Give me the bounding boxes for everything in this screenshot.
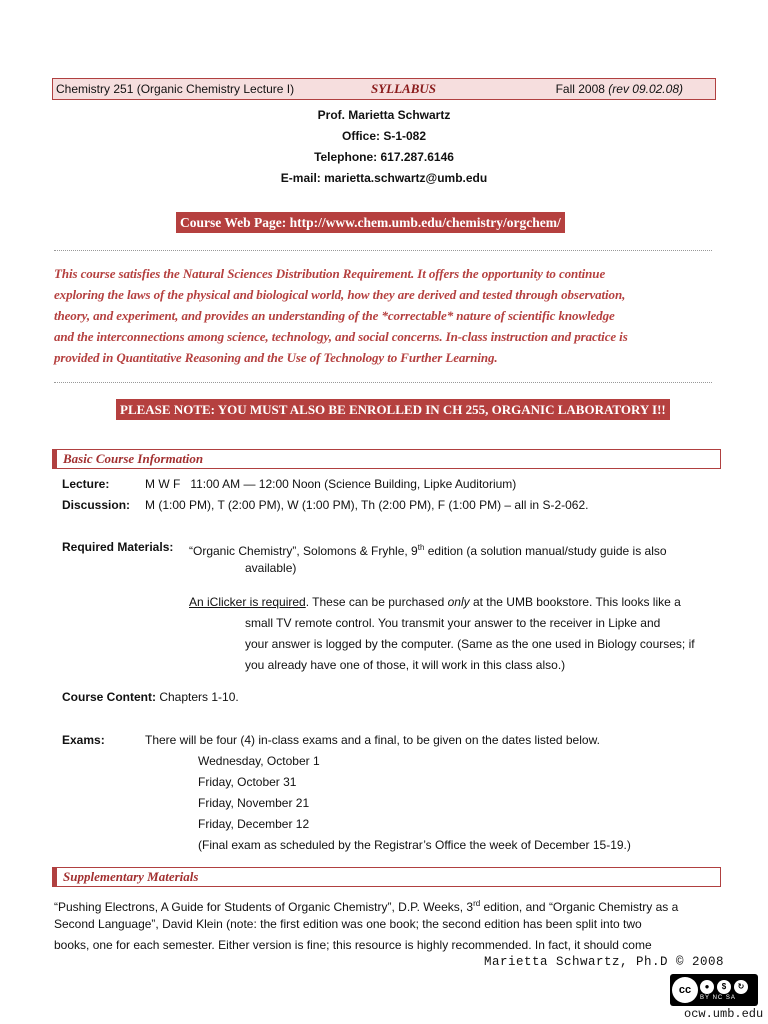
section-heading-supplementary: Supplementary Materials: [52, 867, 721, 887]
cc-icon-row: [700, 980, 748, 994]
exams-value: There will be four (4) in-class exams and a final, to be given on the dates listed below.: [145, 733, 600, 747]
telephone: Telephone: 617.287.6146: [314, 150, 454, 164]
enrollment-note: PLEASE NOTE: YOU MUST ALSO BE ENROLLED IN CH 255, ORGANIC LABORATORY I!!: [116, 399, 670, 420]
dotted-divider: [54, 382, 712, 383]
description-line: This course satisfies the Natural Sciences Distribution Requirement. It offers the opportunity to continue: [54, 266, 606, 281]
email: E-mail: marietta.schwartz@umb.edu: [280, 171, 488, 185]
term-label: [556, 79, 683, 99]
exam-date: Wednesday, October 1: [198, 754, 320, 768]
section-heading-basic-info: Basic Course Information: [52, 449, 721, 469]
discussion-label: Discussion:: [62, 498, 131, 512]
iclicker-text-2: at the UMB bookstore. This looks like a: [469, 595, 681, 609]
edition-superscript: rd: [473, 899, 481, 908]
materials-text: “Organic Chemistry”, Solomons & Fryhle, 9: [189, 544, 418, 558]
revision: (rev 09.02.08): [608, 82, 683, 96]
iclicker-required: An iClicker is required: [189, 595, 306, 609]
materials-value-cont: available): [245, 561, 297, 575]
description-line: exploring the laws of the physical and biological world, how they are derived and tested through observation,: [54, 287, 626, 302]
final-exam-note: (Final exam as scheduled by the Registrar’s Office the week of December 15-19.): [198, 838, 631, 852]
iclicker-line-4: you already have one of those, it will work in this class also.): [245, 658, 566, 672]
course-web-page-link[interactable]: Course Web Page: http://www.chem.umb.edu/chemistry/orgchem/: [176, 212, 565, 233]
course-content: [62, 687, 239, 708]
cc-license-labels: BY NC SA: [700, 994, 736, 1001]
by-icon: ●: [700, 980, 714, 994]
description-line: theory, and experiment, and provides an understanding of the *correctable* nature of scientific knowledge: [54, 308, 615, 323]
sa-icon: ↻: [734, 980, 748, 994]
lecture-value: M W F 11:00 AM — 12:00 Noon (Science Building, Lipke Auditorium): [145, 477, 517, 491]
description-line: provided in Quantitative Reasoning and the Use of Technology to Further Learning.: [54, 350, 498, 365]
cc-icon: cc: [672, 977, 698, 1003]
iclicker-note: [189, 592, 681, 613]
iclicker-text: . These can be purchased: [305, 595, 448, 609]
iclicker-line-2: small TV remote control. You transmit your answer to the receiver in Lipke and: [245, 616, 661, 630]
discussion-value: M (1:00 PM), T (2:00 PM), W (1:00 PM), Th (2:00 PM), F (1:00 PM) – all in S-2-062.: [145, 498, 589, 512]
supplementary-text-post: edition, and “Organic Chemistry as a: [480, 900, 679, 914]
creative-commons-license-badge: [670, 974, 758, 1006]
iclicker-line-3: your answer is logged by the computer. (Same as the one used in Biology courses; if: [245, 637, 695, 651]
exam-date: Friday, December 12: [198, 817, 310, 831]
edition-superscript: th: [417, 543, 425, 552]
exam-date: Friday, November 21: [198, 796, 310, 810]
course-title: Chemistry 251 (Organic Chemistry Lecture I): [56, 82, 295, 96]
site-url: ocw.umb.edu: [684, 1007, 764, 1021]
cc-icon-group: [700, 980, 748, 1001]
iclicker-only: only: [447, 595, 470, 609]
course-content-value: Chapters 1-10.: [156, 690, 239, 704]
supplementary-text: “Pushing Electrons, A Guide for Students of Organic Chemistry”, D.P. Weeks, 3: [54, 900, 474, 914]
supplementary-line-2: Second Language”, David Klein (note: the first edition was one book; the second edition has been split into two: [54, 917, 642, 931]
exam-date: Friday, October 31: [198, 775, 297, 789]
office: Office: S-1-082: [341, 129, 427, 143]
supplementary-line-3: books, one for each semester. Either version is fine; this resource is highly recommended. In fact, it should come: [54, 938, 652, 952]
nc-icon: $: [717, 980, 731, 994]
description-line: and the interconnections among science, technology, and social concerns. In-class instruction and practice is: [54, 329, 628, 344]
contact-block: [0, 105, 768, 189]
materials-text-post: edition (a solution manual/study guide is also: [424, 544, 667, 558]
exams-label: Exams:: [62, 733, 105, 747]
syllabus-header-bar: [52, 78, 716, 100]
materials-label: Required Materials:: [62, 540, 174, 554]
professor-name: Prof. Marietta Schwartz: [317, 108, 451, 122]
syllabus-title: SYLLABUS: [371, 81, 437, 96]
lecture-label: Lecture:: [62, 477, 110, 491]
course-description: [54, 263, 714, 368]
term: Fall 2008: [555, 82, 605, 96]
dotted-divider: [54, 250, 712, 251]
copyright-notice: Marietta Schwartz, Ph.D © 2008: [484, 955, 725, 969]
course-content-label: Course Content:: [62, 690, 156, 704]
